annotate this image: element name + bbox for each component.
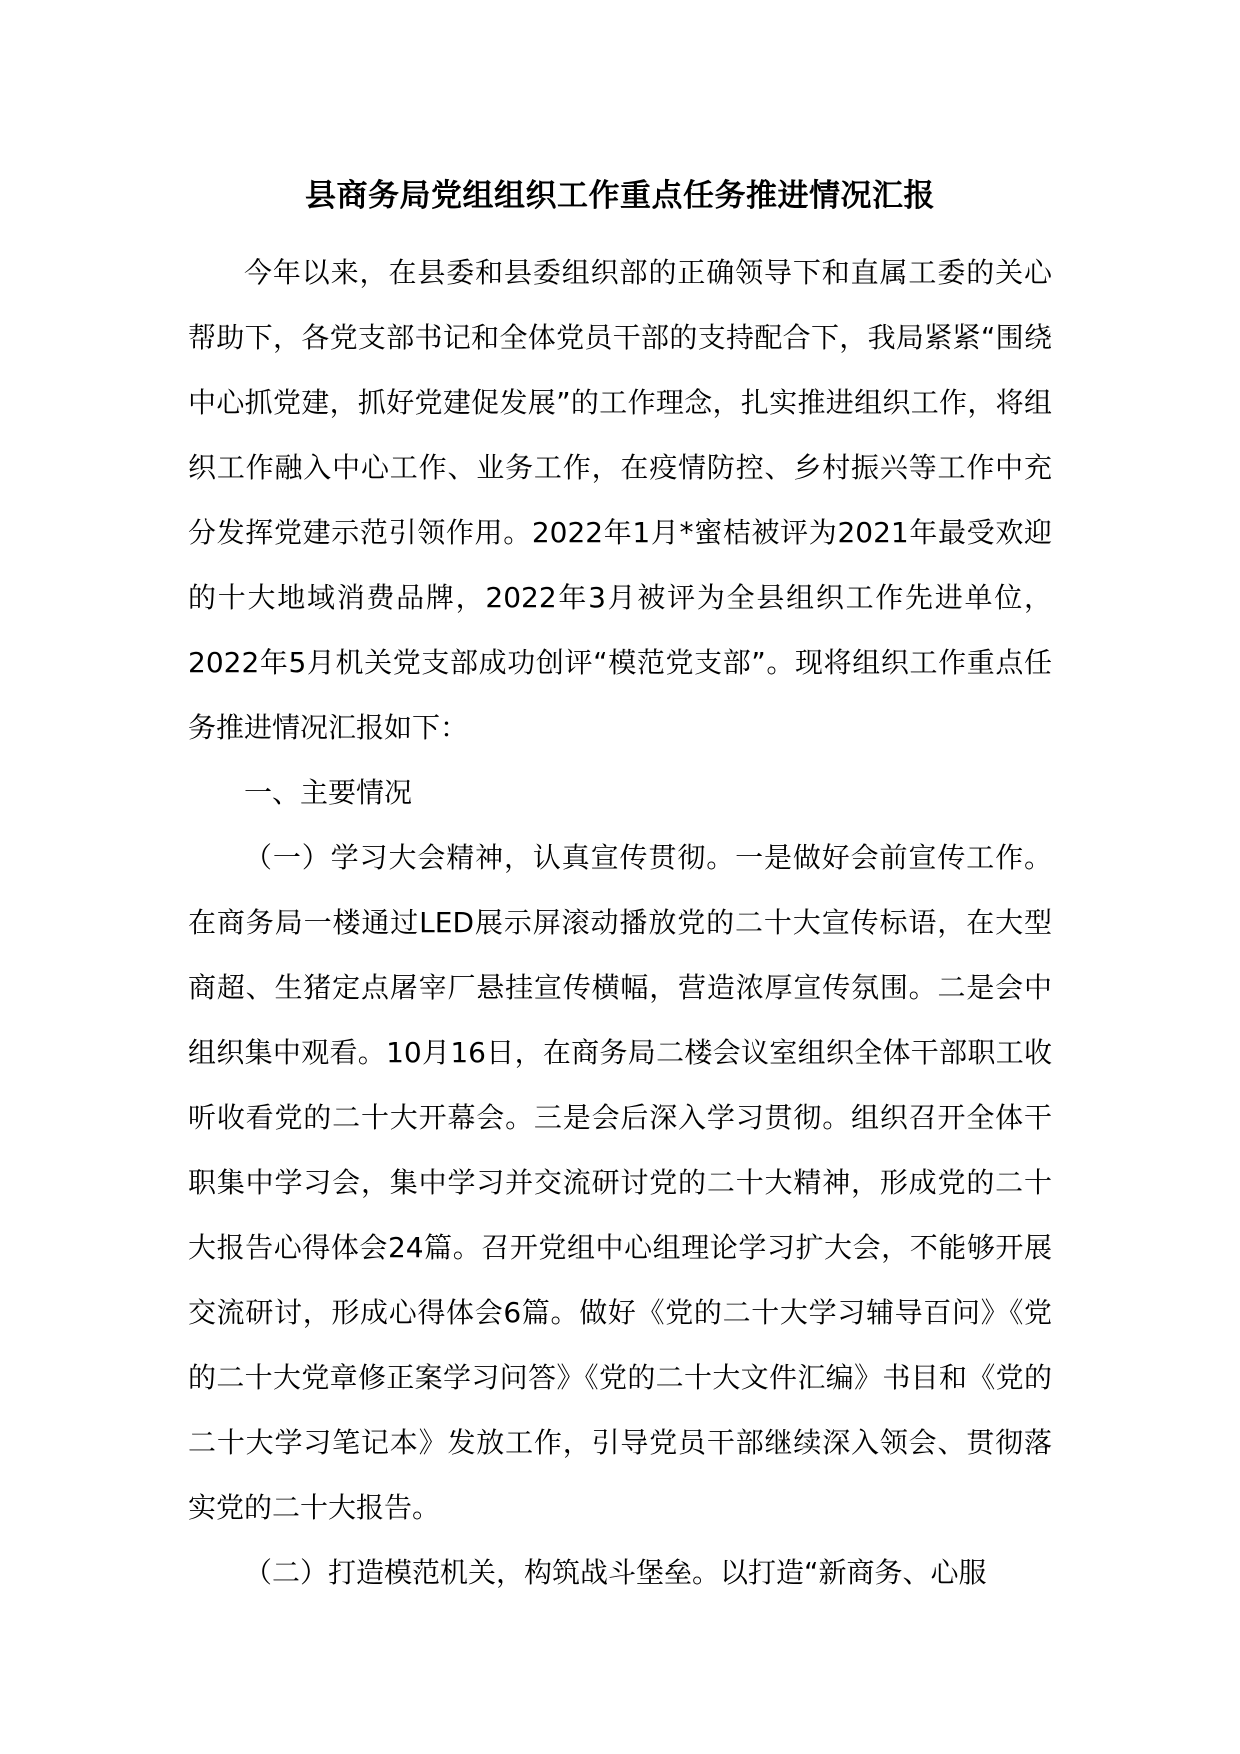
- paragraph-model-organ: （二）打造模范机关，构筑战斗堡垒。以打造“新商务、心服: [244, 1556, 987, 1589]
- paragraph-study-spirit: （一）学习大会精神，认真宣传贯彻。一是做好会前宣传工作。在商务局一楼通过LED展示屏滚动播放党的二十大宣传标语，在大型商超、生猪定点屠宰厂悬挂宣传横幅，营造浓厚宣传氛围。二是会中组织集中观看。10月16日，在商务局二楼会议室组织全体干部职工收听收看党的二十大开幕会。三是会后深入学习贯彻。组织召开全体干职集中学习会，集中学习并交流研讨党的二十大精神，形成党的二十大报告心得体会24篇。召开党组中心组理论学习扩大会，不能够开展交流研讨，形成心得体会6篇。做好《党的二十大学习辅导百问》《党的二十大党章修正案学习问答》《党的二十大文件汇编》书目和《党的二十大学习笔记本》发放工作，引导党员干部继续深入领会、贯彻落实党的二十大报告。: [188, 841, 1052, 1524]
- document-title: 县商务局党组组织工作重点任务推进情况汇报: [305, 178, 935, 214]
- paragraph-intro: 今年以来，在县委和县委组织部的正确领导下和直属工委的关心帮助下，各党支部书记和全体党员干部的支持配合下，我局紧紧“围绕中心抓党建，抓好党建促发展”的工作理念，扎实推进组织工作，将组织工作融入中心工作、业务工作，在疫情防控、乡村振兴等工作中充分发挥党建示范引领作用。2022年1月*蜜桔被评为2021年最受欢迎的十大地域消费品牌，2022年3月被评为全县组织工作先进单位，2022年5月机关党支部成功创评“模范党支部”。现将组织工作重点任务推进情况汇报如下：: [188, 256, 1052, 744]
- document-body: [188, 240, 1052, 1605]
- section-heading-main-situation: 一、主要情况: [244, 776, 413, 809]
